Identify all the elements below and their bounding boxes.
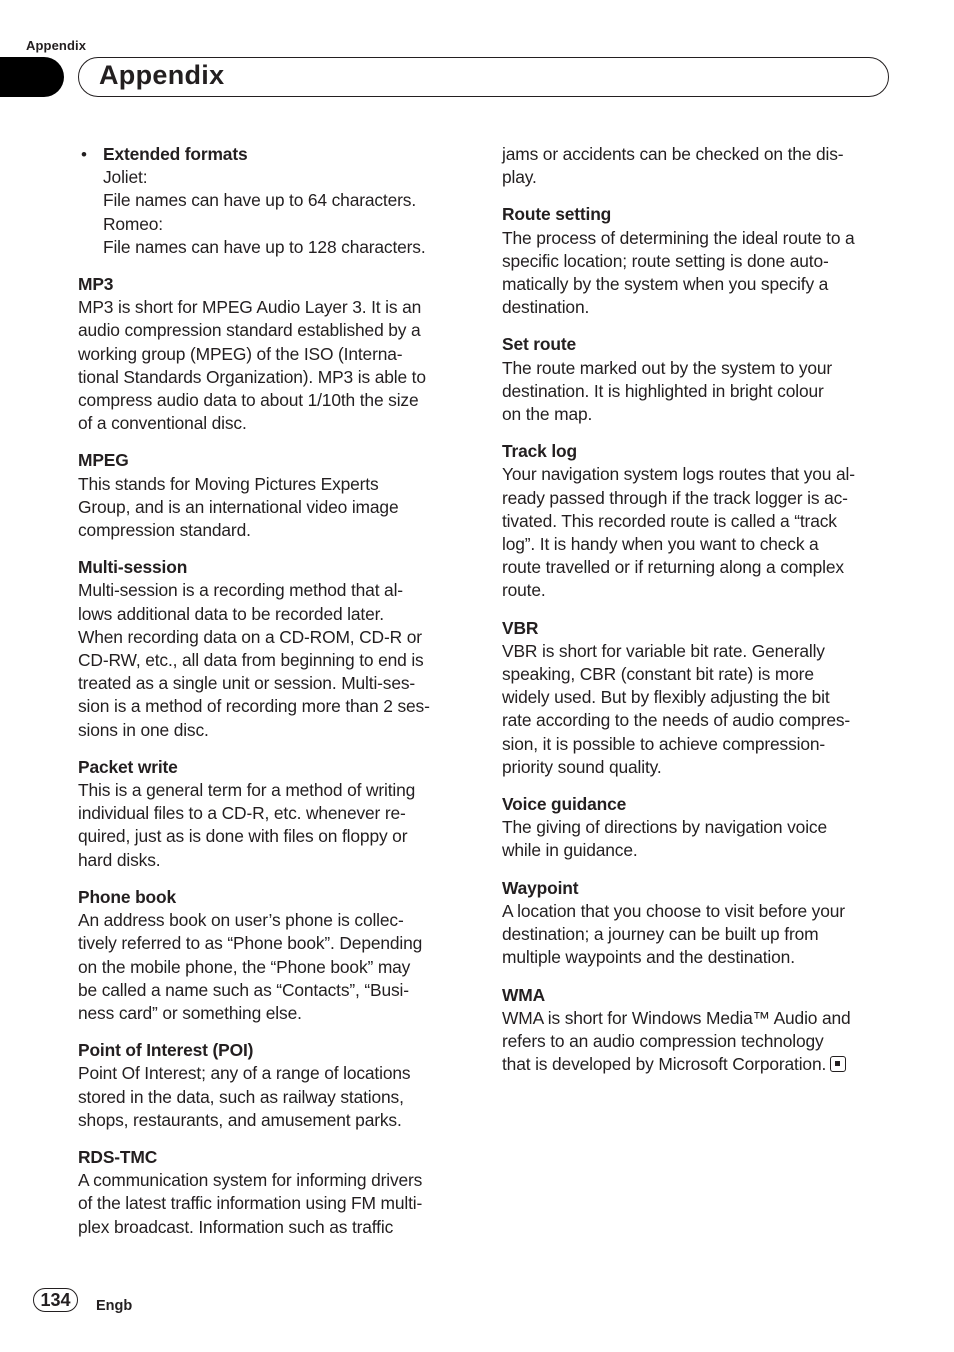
definition-line: Romeo: (103, 213, 163, 234)
term-heading: Point of Interest (POI) (78, 1040, 254, 1061)
definition-line: destination. It is highlighted in bright colour (502, 380, 824, 401)
definition-line: stored in the data, such as railway stations, (78, 1086, 404, 1107)
definition-line: on the mobile phone, the “Phone book” may (78, 956, 411, 977)
term-heading: Phone book (78, 886, 177, 907)
definition-line: of the latest traffic information using FM multi- (78, 1193, 423, 1214)
definition-line: A communication system for informing drivers (78, 1170, 423, 1191)
glossary-entry-rds-tmc (78, 1146, 470, 1239)
glossary-entry-waypoint (502, 877, 894, 970)
definition-line: The route marked out by the system to your (502, 357, 833, 378)
extended-formats-item (78, 143, 470, 259)
left-column (78, 143, 470, 1239)
definition-line: destination; a journey can be built up from (502, 924, 819, 945)
definition-text: that is developed by Microsoft Corporation. (502, 1054, 827, 1075)
definition-line: CD-RW, etc., all data from beginning to end is (78, 650, 424, 671)
definition-line: specific location; route setting is done auto- (502, 250, 829, 271)
definition-line: play. (502, 167, 537, 188)
definition-line: Point Of Interest; any of a range of locations (78, 1063, 411, 1084)
definition-line: of a conventional disc. (78, 413, 247, 434)
definition-line: The giving of directions by navigation voice (502, 817, 827, 838)
definition-line: hard disks. (78, 849, 161, 870)
definition-line: tivated. This recorded route is called a “track (502, 510, 837, 531)
definition-line: be called a name such as “Contacts”, “Busi- (78, 979, 409, 1000)
term-heading: Voice guidance (502, 794, 627, 815)
glossary-entry-poi (78, 1039, 470, 1132)
page-number: 134 (33, 1288, 78, 1312)
definition-line: sions in one disc. (78, 719, 209, 740)
term-heading: RDS-TMC (78, 1146, 158, 1167)
definition-line: speaking, CBR (constant bit rate) is more (502, 664, 814, 685)
glossary-entry-packet-write (78, 756, 470, 872)
definition-line: working group (MPEG) of the ISO (Interna- (78, 343, 403, 364)
running-head: Appendix (26, 38, 87, 53)
definition-line: on the map. (502, 404, 593, 425)
definition-line: sion, it is possible to achieve compression- (502, 733, 826, 754)
definition-line: refers to an audio compression technology (502, 1030, 824, 1051)
definition-line: multiple waypoints and the destination. (502, 947, 795, 968)
definition-line: matically by the system when you specify a (502, 274, 829, 295)
definition-line: Multi-session is a recording method that al- (78, 580, 403, 601)
term-heading: Set route (502, 334, 577, 355)
term-heading: Track log (502, 441, 578, 462)
definition-line: individual files to a CD-R, etc. whenever re- (78, 803, 406, 824)
glossary-entry-mpeg (78, 449, 470, 542)
term-heading: Multi-session (78, 557, 188, 578)
term-heading: VBR (502, 617, 539, 638)
glossary-entry-voice-guidance (502, 793, 894, 863)
term-heading: Waypoint (502, 877, 579, 898)
definition-line: sion is a method of recording more than 2 ses- (78, 696, 430, 717)
term-heading: Packet write (78, 756, 178, 777)
definition-line: lows additional data to be recorded later. (78, 603, 384, 624)
definition-line: WMA is short for Windows Media™ Audio and (502, 1007, 851, 1028)
definition-line: ness card” or something else. (78, 1002, 302, 1023)
definition-line: An address book on user’s phone is collec- (78, 910, 404, 931)
definition-line: while in guidance. (502, 840, 638, 861)
end-of-section-icon (830, 1056, 846, 1072)
definition-line: shops, restaurants, and amusement parks. (78, 1109, 402, 1130)
definition-line: audio compression standard established by a (78, 320, 421, 341)
definition-line: route. (502, 580, 546, 601)
definition-line: This is a general term for a method of writing (78, 780, 416, 801)
definition-line: widely used. But by flexibly adjusting the bit (502, 687, 830, 708)
definition-line: When recording data on a CD-ROM, CD-R or (78, 626, 422, 647)
term-heading: MPEG (78, 450, 129, 471)
glossary-entry-mp3 (78, 273, 470, 435)
definition-line: File names can have up to 128 characters. (103, 236, 426, 257)
definition-line: MP3 is short for MPEG Audio Layer 3. It is an (78, 297, 422, 318)
definition-line: destination. (502, 297, 590, 318)
bullet-icon: • (81, 145, 87, 164)
right-column (502, 143, 894, 1076)
definition-line: compression standard. (78, 520, 251, 541)
definition-line: jams or accidents can be checked on the dis- (502, 144, 844, 164)
glossary-entry-wma (502, 984, 894, 1077)
definition-line: Group, and is an international video image (78, 496, 399, 517)
language-code: Engb (96, 1298, 133, 1314)
definition-line: Joliet: (103, 167, 148, 188)
definition-line: rate according to the needs of audio compres- (502, 710, 851, 731)
definition-line: A location that you choose to visit before your (502, 900, 845, 921)
definition-line: tional Standards Organization). MP3 is able to (78, 366, 426, 387)
definition-line: treated as a single unit or session. Multi-ses- (78, 673, 416, 694)
definition-line-with-end-mark (502, 1053, 894, 1076)
glossary-entry-set-route (502, 333, 894, 426)
term-heading: Route setting (502, 204, 612, 225)
term-heading: Extended formats (103, 144, 248, 164)
definition-line: File names can have up to 64 characters. (103, 190, 417, 211)
definition-line: ready passed through if the track logger is ac- (502, 487, 848, 508)
glossary-entry-vbr (502, 617, 894, 779)
definition-line: The process of determining the ideal route to a (502, 227, 855, 248)
section-title: Appendix (99, 60, 225, 90)
term-heading: WMA (502, 984, 546, 1005)
section-tab-marker (0, 57, 64, 97)
glossary-entry-track-log (502, 440, 894, 602)
definition-line: route travelled or if returning along a complex (502, 557, 844, 578)
definition-line: priority sound quality. (502, 756, 662, 777)
rds-tmc-continuation (502, 143, 894, 189)
section-title-box (78, 57, 889, 97)
glossary-entry-route-setting (502, 203, 894, 319)
definition-line: plex broadcast. Information such as traffic (78, 1216, 394, 1237)
definition-line: compress audio data to about 1/10th the size (78, 390, 419, 411)
term-heading: MP3 (78, 274, 114, 295)
glossary-entry-multi-session (78, 556, 470, 742)
definition-line: quired, just as is done with files on floppy or (78, 826, 408, 847)
glossary-entry-phone-book (78, 886, 470, 1025)
definition-line: log”. It is handy when you want to check a (502, 534, 819, 555)
definition-line: tively referred to as “Phone book”. Depending (78, 933, 423, 954)
definition-line: Your navigation system logs routes that you al- (502, 464, 855, 485)
definition-line: VBR is short for variable bit rate. Generally (502, 640, 825, 661)
definition-line: This stands for Moving Pictures Experts (78, 473, 379, 494)
